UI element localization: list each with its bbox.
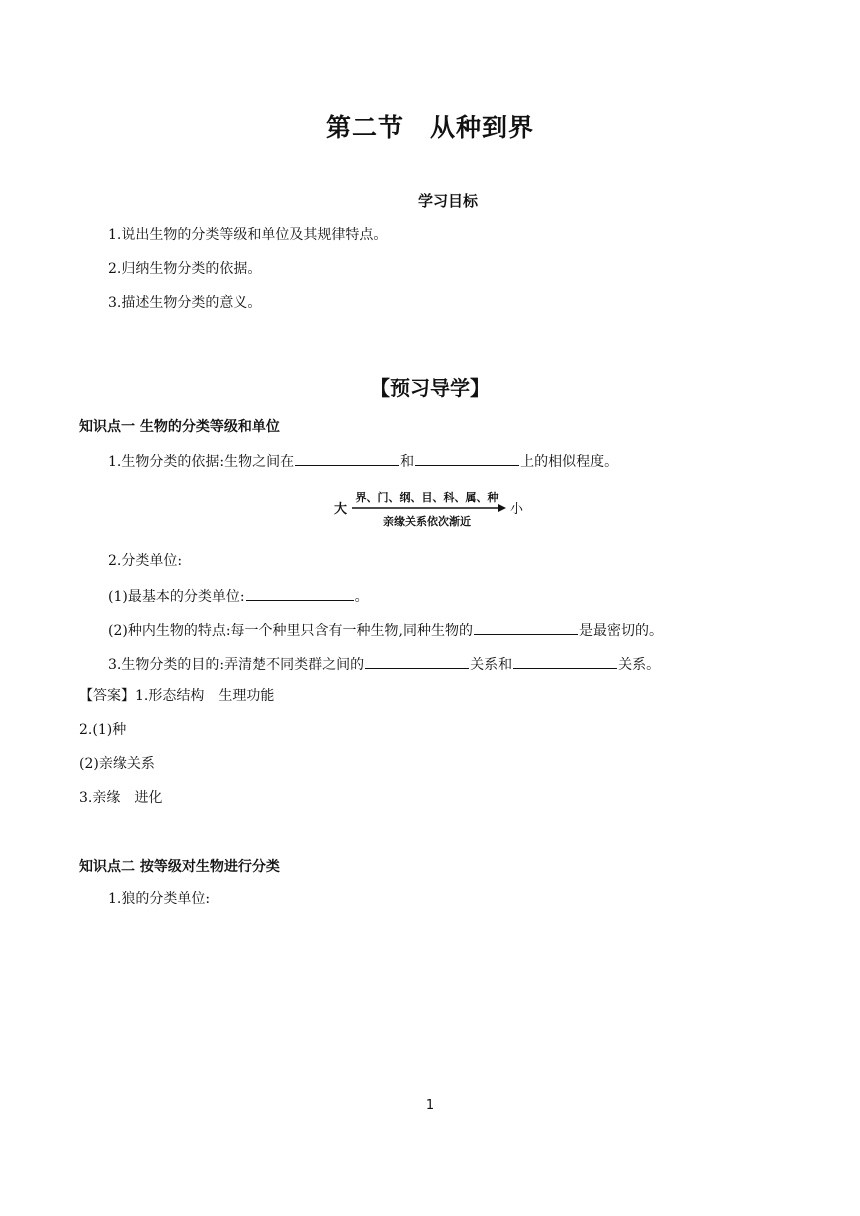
answer-line-4: 3.亲缘 进化 — [79, 790, 163, 806]
answer-line-1 — [79, 686, 274, 706]
fill-blank[interactable] — [246, 585, 354, 601]
preview-section-title: 【预习导学】 — [370, 376, 490, 400]
kp1-question-3 — [108, 653, 660, 675]
title-section-number: 第二节 — [325, 113, 404, 142]
diagram-arrow-head — [498, 504, 506, 512]
fill-blank[interactable] — [415, 450, 519, 466]
knowledge-point-1-heading: 知识点一 生物的分类等级和单位 — [79, 419, 280, 435]
q1-text-end: 上的相似程度。 — [520, 454, 619, 470]
learning-goals-heading: 学习目标 — [417, 192, 478, 210]
answer-text-1: 1.形态结构 生理功能 — [135, 688, 275, 704]
goal-item-2: 2.归纳生物分类的依据。 — [108, 261, 262, 277]
kp1-question-1 — [108, 450, 618, 472]
kp1-question-2-1 — [108, 585, 369, 607]
knowledge-point-2-heading: 知识点二 按等级对生物进行分类 — [79, 859, 280, 875]
goal-item-3: 3.描述生物分类的意义。 — [108, 295, 262, 311]
diagram-right-label: 小 — [510, 502, 524, 517]
q2-1-text-end: 。 — [354, 589, 369, 605]
fill-blank[interactable] — [365, 653, 469, 669]
diagram-relation-note: 亲缘关系依次渐近 — [383, 515, 471, 528]
fill-blank[interactable] — [295, 450, 399, 466]
q3-text-start: 3.生物分类的目的:弄清楚不同类群之间的 — [108, 657, 365, 673]
kp1-question-2-2 — [108, 619, 663, 641]
fill-blank[interactable] — [474, 619, 578, 635]
q2-2-text-end: 是最密切的。 — [579, 623, 663, 639]
taxonomy-rank-diagram — [330, 486, 530, 532]
q1-text-start: 1.生物分类的依据:生物之间在 — [108, 454, 295, 470]
page-number: 1 — [425, 1098, 435, 1113]
q3-text-mid: 关系和 — [470, 657, 513, 673]
fill-blank[interactable] — [513, 653, 617, 669]
answer-line-3: (2)亲缘关系 — [79, 756, 155, 772]
answer-label: 【答案】 — [79, 688, 135, 704]
kp2-question-1: 1.狼的分类单位: — [108, 891, 211, 907]
title-topic: 从种到界 — [430, 113, 535, 142]
page-title — [0, 108, 860, 144]
diagram-left-label: 大 — [334, 502, 348, 517]
kp1-question-2: 2.分类单位: — [108, 553, 183, 569]
goal-item-1: 1.说出生物的分类等级和单位及其规律特点。 — [108, 227, 388, 243]
answer-line-2: 2.(1)种 — [79, 722, 127, 738]
q2-2-text-start: (2)种内生物的特点:每一个种里只含有一种生物,同种生物的 — [108, 623, 473, 639]
q2-1-text-start: (1)最基本的分类单位: — [108, 589, 245, 605]
q1-text-mid: 和 — [400, 454, 415, 470]
q3-text-end: 关系。 — [618, 657, 661, 673]
diagram-rank-list: 界、门、纲、目、科、属、种 — [355, 491, 499, 504]
